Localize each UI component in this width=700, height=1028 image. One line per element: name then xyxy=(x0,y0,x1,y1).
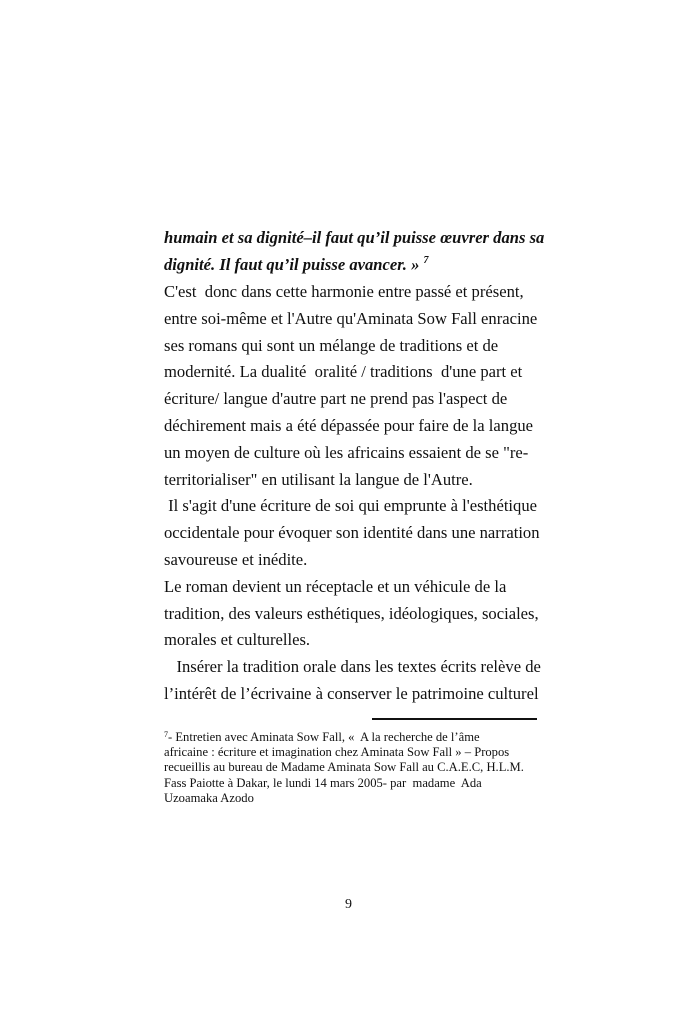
body-line: ses romans qui sont un mélange de traditions et de xyxy=(164,335,499,355)
footnote-line: Fass Paiotte à Dakar, le lundi 14 mars 2005- par madame Ada xyxy=(164,776,482,790)
body-line: territorialiser" en utilisant la langue de l'Autre. xyxy=(164,469,473,489)
quote-text: dignité. Il faut qu’il puisse avancer. » xyxy=(164,255,424,274)
footnote-separator xyxy=(372,718,537,720)
footnote-line: africaine : écriture et imagination chez Aminata Sow Fall » – Propos xyxy=(164,745,510,759)
body-line: Il s'agit d'une écriture de soi qui emprunte à l'esthétique xyxy=(164,496,537,516)
body-line: Le roman devient un réceptacle et un véhicule de la xyxy=(164,576,507,596)
footnote-text: - Entretien avec Aminata Sow Fall, « A la recherche de l’âme xyxy=(168,730,480,744)
footnote-ref[interactable]: 7 xyxy=(423,255,429,266)
body-line: Insérer la tradition orale dans les textes écrits relève de xyxy=(164,657,541,677)
body-line: occidentale pour évoquer son identité dans une narration xyxy=(164,523,540,543)
body-line: l’intérêt de l’écrivaine à conserver le patrimoine culturel xyxy=(164,684,539,703)
body-line: morales et culturelles. xyxy=(164,630,311,650)
footnote-line: recueillis au bureau de Madame Aminata Sow Fall au C.A.E.C, H.L.M. xyxy=(164,760,524,774)
body-line: écriture/ langue d'autre part ne prend pas l'aspect de xyxy=(164,389,508,409)
footnote-number: 7 xyxy=(164,730,168,739)
quote-line xyxy=(164,255,429,275)
body-line: déchirement mais a été dépassée pour faire de la langue xyxy=(164,416,534,435)
body-line: un moyen de culture où les africains essaient de se "re- xyxy=(164,442,529,462)
footnote-line xyxy=(164,730,480,745)
body-line: tradition, des valeurs esthétiques, idéologiques, sociales, xyxy=(164,603,539,623)
quote-line: humain et sa dignité–il faut qu’il puisse œuvrer dans sa xyxy=(164,228,545,247)
body-line: modernité. La dualité oralité / traditions d'une part et xyxy=(164,362,523,382)
footnote-line: Uzoamaka Azodo xyxy=(164,791,254,805)
body-line: C'est donc dans cette harmonie entre passé et présent, xyxy=(164,282,524,301)
page-number: 9 xyxy=(345,897,352,912)
body-line: entre soi-même et l'Autre qu'Aminata Sow Fall enracine xyxy=(164,308,538,328)
body-line: savoureuse et inédite. xyxy=(164,550,308,569)
